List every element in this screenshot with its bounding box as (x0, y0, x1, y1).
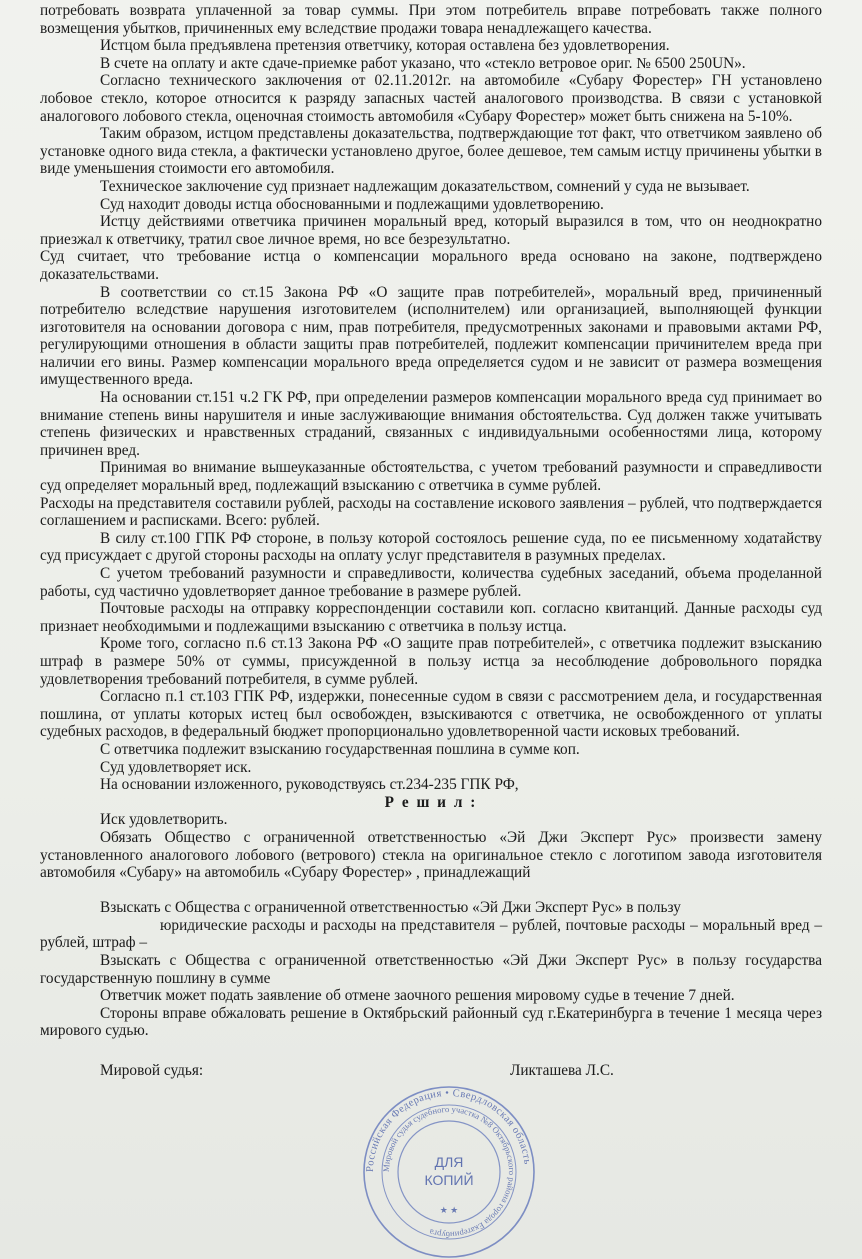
document-body (40, 2, 822, 1080)
paragraph: В соответствии со ст.15 Закона РФ «О защите прав потребителей», моральный вред, причиненный потребителю вследствие нарушения изготовителем (исполнителем) или организацией, выполняющей функции изготовителя на основании договора с ним, прав потребителя, предусмотренных законами и правовыми актами РФ, регулирующими отношения в области защиты прав потребителей, подлежит компенсации причинителем вреда при наличии его вины. Размер компенсации морального вреда определяется судом и не зависит от размера возмещения имущественного вреда. (40, 283, 822, 389)
paragraph: Принимая во внимание вышеуказанные обстоятельства, с учетом требований разумности и справедливости суд определяет моральный вред, подлежащий взысканию с ответчика в сумме рублей. (40, 459, 822, 495)
paragraph: Обязать Общество с ограниченной ответственностью «Эй Джи Эксперт Рус» произвести замену установленного аналогового лобового (ветрового) стекла на оригинальное стекло с логотипом завода изготовителя автомобиля «Субару» на автомобиль «Субару Форестер» , принадлежащий (40, 828, 822, 882)
paragraph: Истцом была предъявлена претензия ответчику, которая оставлена без удовлетворения. (100, 37, 670, 55)
paragraph: Согласно технического заключения от 02.11.2012г. на автомобиле «Субару Форестер» ГН установлено лобовое стекло, которое относится к разряду запасных частей аналогового производства. В связи с установкой аналогового лобового стекла, оценочная стоимость автомобиля «Субару Форестер» может быть снижена на 5-10%. (40, 72, 822, 125)
paragraph: Взыскать с Общества с ограниченной ответственностью «Эй Джи Эксперт Рус» в пользу государства государственную пошлину в сумме (40, 952, 822, 987)
paragraph: Иск удовлетворить. (100, 811, 228, 829)
stamp-outer-text: Российская Федерация • Свердловская область (364, 1087, 533, 1173)
paragraph: В счете на оплату и акте сдаче-приемке работ указано, что «стекло ветровое ориг. № 6500 250UN». (100, 54, 746, 72)
paragraph: Суд находит доводы истца обоснованными и подлежащими удовлетворению. (100, 195, 604, 213)
blank-line (40, 882, 822, 900)
stamp-center-line2: КОПИЙ (424, 1172, 474, 1188)
paragraph: В силу ст.100 ГПК РФ стороне, в пользу которой состоялось решение суда, по ее письменному ходатайству суд присуждает с другой стороны расходы на оплату услуг представителя в разумных пределах. (40, 529, 822, 565)
paragraph: юридические расходы и расходы на представителя – рублей, почтовые расходы – моральный вред – рублей, штраф – (40, 916, 822, 952)
paragraph: На основании ст.151 ч.2 ГК РФ, при определении размеров компенсации морального вреда суд принимает во внимание степень вины нарушителя и иные заслуживающие внимания обстоятельства. Суд должен также учитывать степень физических и нравственных страданий, связанных с индивидуальными особенностями лица, которому причинен вред. (40, 389, 822, 459)
paragraph: С ответчика подлежит взысканию государственная пошлина в сумме коп. (100, 740, 580, 758)
paragraph: Кроме того, согласно п.6 ст.13 Закона РФ «О защите прав потребителей», с ответчика подлежит взысканию штраф в размере 50% от суммы, присужденной в пользу истца за несоблюдение добровольного порядка удовлетворения требований потребителя, в сумме рублей. (40, 635, 822, 688)
stamp-inner-text: Мировой судья судебного участка №8 Октябрьского района города Екатеринбурга (380, 1103, 518, 1241)
paragraph: Почтовые расходы на отправку корреспонденции составили коп. согласно квитанций. Данные расходы суд признает необходимыми и подлежащими взысканию с ответчика в пользу истца. (40, 600, 822, 635)
paragraph: Ответчик может подать заявление об отмене заочного решения мировому судье в течение 7 дней. (100, 987, 735, 1005)
stamp-center-line1: ДЛЯ (434, 1154, 464, 1170)
paragraph: Техническое заключение суд признает надлежащим доказательством, сомнений у суда не вызывает. (100, 177, 750, 195)
paragraph: Суд удовлетворяет иск. (100, 758, 252, 776)
stamp-star-icon: ★ ★ (439, 1205, 459, 1215)
resolution-heading: Р е ш и л : (384, 793, 478, 811)
signature-name: Ликташева Л.С. (510, 1062, 614, 1080)
paragraph: На основании изложенного, руководствуясь ст.234-235 ГПК РФ, (100, 776, 519, 794)
paragraph: Стороны вправе обжаловать решение в Октябрьский районный суд г.Екатеринбурга в течение 1 месяца через мирового судью. (40, 1004, 822, 1040)
paragraph: Расходы на представителя составили рублей, расходы на составление искового заявления – рублей, что подтверждается соглашением и расписками. Всего: рублей. (40, 494, 822, 530)
paragraph: Согласно п.1 ст.103 ГПК РФ, издержки, понесенные судом в связи с рассмотрением дела, и государственная пошлина, от уплаты которых истец был освобожден, взыскиваются с ответчика, не освобожденного от уплаты судебных расходов, в федеральный бюджет пропорционально удовлетворенной части исковых требований. (40, 688, 822, 741)
paragraph: С учетом требований разумности и справедливости, количества судебных заседаний, объема проделанной работы, суд частично удовлетворяет данное требование в размере рублей. (40, 565, 822, 600)
court-stamp (362, 1085, 536, 1259)
paragraph: Взыскать с Общества с ограниченной ответственностью «Эй Джи Эксперт Рус» в пользу (100, 899, 681, 917)
signature-block (40, 1040, 822, 1080)
paragraph: Истцу действиями ответчика причинен моральный вред, который выразился в том, что он неоднократно приезжал к ответчику, тратил свое личное время, но все безрезультатно. (40, 213, 822, 248)
paragraph: потребовать возврата уплаченной за товар суммы. При этом потребитель вправе потребовать также полного возмещения убытков, причиненных ему вследствие продажи товара ненадлежащего качества. (40, 2, 822, 37)
signature-label: Мировой судья: (100, 1062, 204, 1080)
paragraph: Таким образом, истцом представлены доказательства, подтверждающие тот факт, что ответчиком заявлено об установке одного вида стекла, а фактически установлено другое, более дешевое, тем самым истцу причинены убытки в виде уменьшения стоимости его автомобиля. (40, 125, 822, 178)
paragraph: Суд считает, что требование истца о компенсации морального вреда основано на законе, подтверждено доказательствами. (40, 248, 822, 283)
